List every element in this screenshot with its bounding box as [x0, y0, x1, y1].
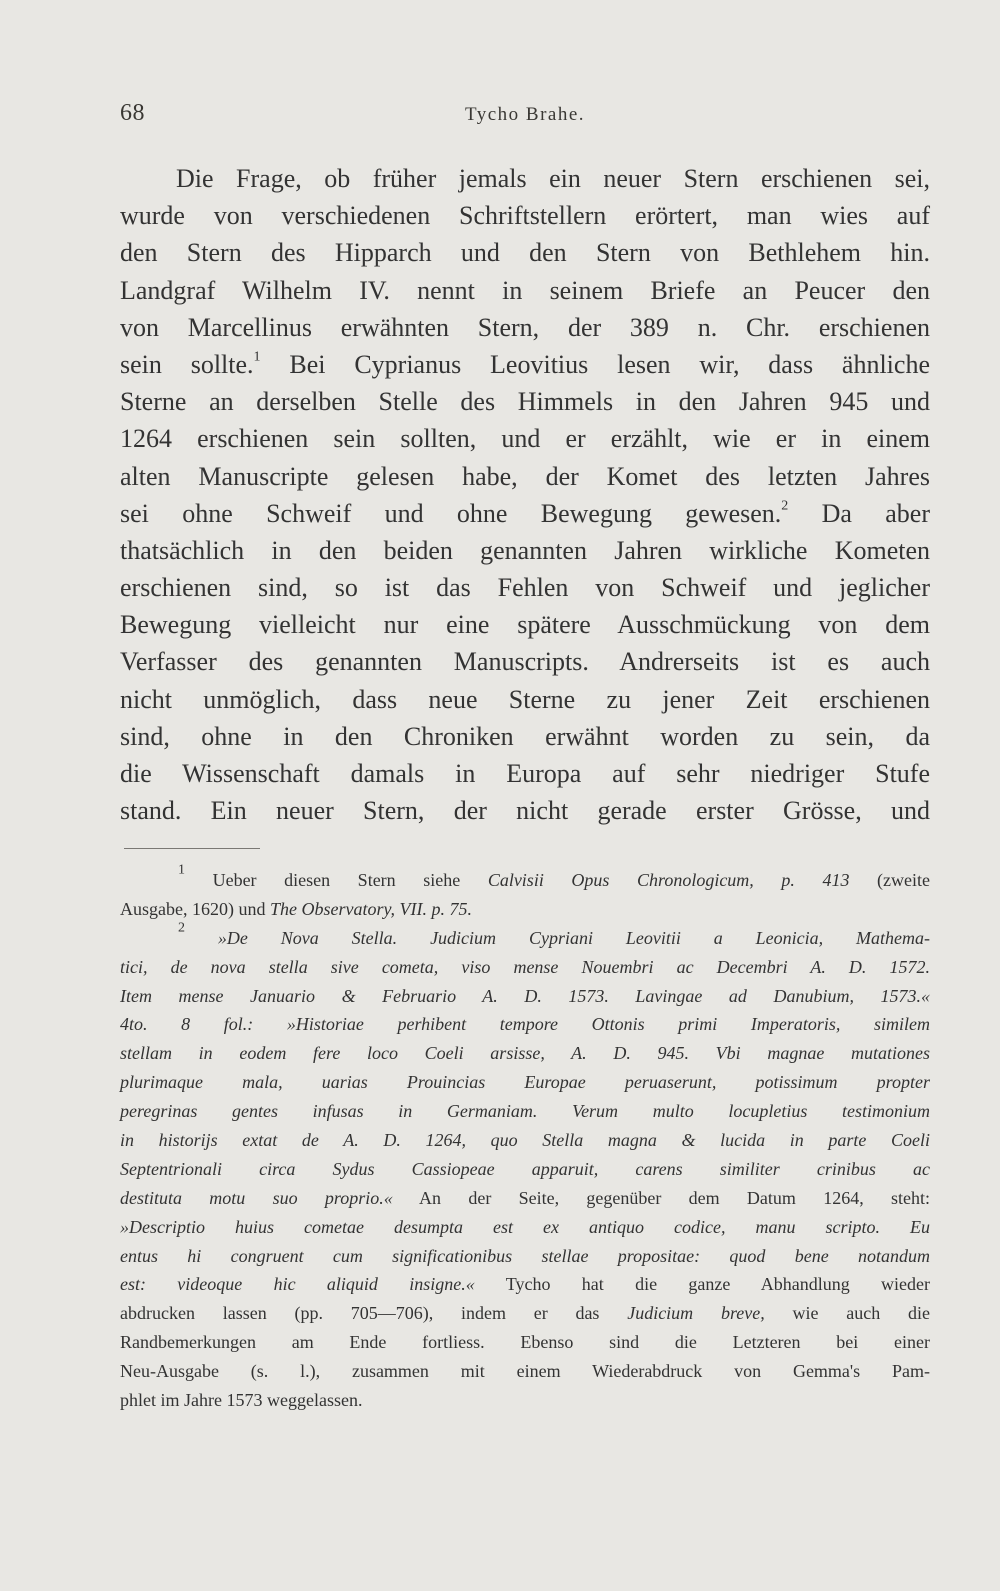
body-line: wurde von verschiedenen Schriftstellern erörtert, man wies auf — [120, 201, 930, 231]
body-text-segment: sein sollte. — [120, 349, 254, 379]
footnote-line — [120, 1010, 930, 1039]
footnote-italic-text: peregrinas gentes infusas in Germaniam. Verum multo locupletius testimonium — [120, 1101, 930, 1122]
footnote-text: Tycho hat die ganze Abhandlung wieder — [474, 1274, 931, 1295]
body-line: Sterne an derselben Stelle des Himmels in den Jahren 945 und — [120, 387, 930, 417]
footnote-line — [120, 1126, 930, 1155]
footnote-marker: 2 — [178, 920, 185, 936]
running-title: Tycho Brahe. — [464, 104, 586, 125]
main-paragraph — [120, 160, 930, 829]
footnote-italic-text: Calvisii Opus Chronologicum, p. 413 — [487, 870, 850, 890]
footnote-line — [120, 1097, 930, 1126]
body-line: stand. Ein neuer Stern, der nicht gerade erster Grösse, und — [120, 796, 930, 826]
footnote-italic-text: destituta motu suo proprio.« — [120, 1187, 393, 1208]
footnote-line — [120, 1270, 930, 1299]
body-line: alten Manuscripte gelesen habe, der Komet des letzten Jahres — [120, 461, 930, 491]
body-text-segment: sei ohne Schweif und ohne Bewegung gewesen. — [120, 498, 782, 528]
footnote-line — [120, 895, 930, 924]
footnote-line — [120, 1068, 930, 1097]
footnote-italic-text: entus hi congruent cum significationibus stellae propositae: quod bene notandum — [120, 1245, 930, 1266]
body-line: thatsächlich in den beiden genannten Jahren wirkliche Kometen — [120, 535, 930, 565]
footnote-marker: 1 — [178, 862, 185, 878]
footnote-reference: 1 — [253, 349, 261, 365]
footnote-text: phlet im Jahre 1573 weggelassen. — [120, 1390, 363, 1411]
footnote-line — [120, 1242, 930, 1271]
footnote-italic-text: The Observatory, VII. p. 75. — [269, 898, 472, 919]
footnote-line — [120, 1299, 930, 1328]
footnotes — [120, 862, 931, 1415]
footnote-text: wie auch die — [764, 1303, 930, 1324]
footnote-line — [120, 953, 930, 982]
footnote-line — [120, 1039, 930, 1068]
footnote-italic-text: »Descriptio huius cometae desumpta est ex antiquo codice, manu scripto. Eu — [120, 1216, 930, 1237]
body-text-segment: Da aber — [788, 498, 930, 528]
body-line: Verfasser des genannten Manuscripts. Andrerseits ist es auch — [120, 647, 930, 677]
body-text-segment: Bei Cyprianus Leovitius lesen wir, dass ähnliche — [260, 349, 930, 379]
footnote-line — [120, 1386, 930, 1415]
footnote-text: Neu-Ausgabe (s. l.), zusammen mit einem Wiederabdruck von Gemma's Pam- — [120, 1361, 930, 1382]
page-header — [120, 96, 930, 136]
footnote-line — [120, 1357, 930, 1386]
body-line: sind, ohne in den Chroniken erwähnt worden zu sein, da — [120, 721, 930, 751]
footnote-italic-text: stellam in eodem fere loco Coeli arsisse, A. D. 945. Vbi magnae mutationes — [120, 1043, 930, 1064]
footnote-italic-text: plurimaque mala, uarias Prouincias Europae peruaserunt, potissimum propter — [120, 1072, 930, 1093]
footnote-italic-text: Item mense Januario & Februario A. D. 1573. Lavingae ad Danubium, 1573.« — [120, 985, 930, 1006]
footnote-italic-text: est: videoque hic aliquid insigne.« — [120, 1274, 475, 1295]
footnote-reference: 2 — [781, 498, 789, 514]
footnote-text: Randbemerkungen am Ende fortliess. Ebenso sind die Letzteren bei einer — [120, 1332, 930, 1353]
footnote-text: Ueber diesen Stern siehe — [185, 870, 488, 890]
body-line: erschienen sind, so ist das Fehlen von Schweif und jeglicher — [120, 573, 930, 603]
body-line: Die Frage, ob früher jemals ein neuer Stern erschienen sei, — [176, 164, 930, 193]
body-line — [120, 495, 930, 532]
body-line — [120, 346, 930, 383]
footnote-divider — [124, 848, 260, 849]
body-line: die Wissenschaft damals in Europa auf sehr niedriger Stufe — [120, 759, 930, 788]
footnote-line — [120, 1184, 930, 1213]
footnote-line — [120, 982, 930, 1011]
footnote-italic-text: Judicium breve, — [627, 1303, 765, 1324]
body-line: von Marcellinus erwähnten Stern, der 389 n. Chr. erschienen — [120, 312, 930, 342]
footnote-line — [120, 862, 931, 895]
footnote-line — [120, 1328, 930, 1357]
footnote-text: (zweite — [849, 870, 931, 890]
page-number: 68 — [120, 100, 145, 126]
footnote-line — [120, 920, 930, 953]
body-line: den Stern des Hipparch und den Stern von Bethlehem hin. — [120, 238, 930, 268]
footnote-line — [120, 1213, 930, 1242]
footnote-text: abdrucken lassen (pp. 705—706), indem er das — [120, 1303, 628, 1324]
footnote-text: An der Seite, gegenüber dem Datum 1264, steht: — [392, 1187, 930, 1208]
body-line: 1264 erschienen sein sollten, und er erzählt, wie er in einem — [120, 424, 930, 454]
footnote-italic-text: in historijs extat de A. D. 1264, quo Stella magna & lucida in parte Coeli — [120, 1130, 930, 1151]
body-line: Landgraf Wilhelm IV. nennt in seinem Briefe an Peucer den — [120, 275, 930, 305]
footnote-italic-text: tici, de nova stella sive cometa, viso mense Nouembri ac Decembri A. D. 1572. — [120, 956, 930, 977]
footnote-italic-text: 4to. 8 fol.: »Historiae perhibent tempore Ottonis primi Imperatoris, similem — [120, 1014, 930, 1035]
footnote-italic-text: Septentrionali circa Sydus Cassiopeae apparuit, carens similiter crinibus ac — [120, 1158, 930, 1179]
body-line: nicht unmöglich, dass neue Sterne zu jener Zeit erschienen — [120, 684, 930, 714]
footnote-text: Ausgabe, 1620) und — [120, 898, 270, 919]
footnote-italic-text: »De Nova Stella. Judicium Cypriani Leovitii a Leonicia, Mathema- — [185, 927, 930, 948]
body-line: Bewegung vielleicht nur eine spätere Ausschmückung von dem — [120, 610, 930, 640]
footnote-line — [120, 1155, 930, 1184]
